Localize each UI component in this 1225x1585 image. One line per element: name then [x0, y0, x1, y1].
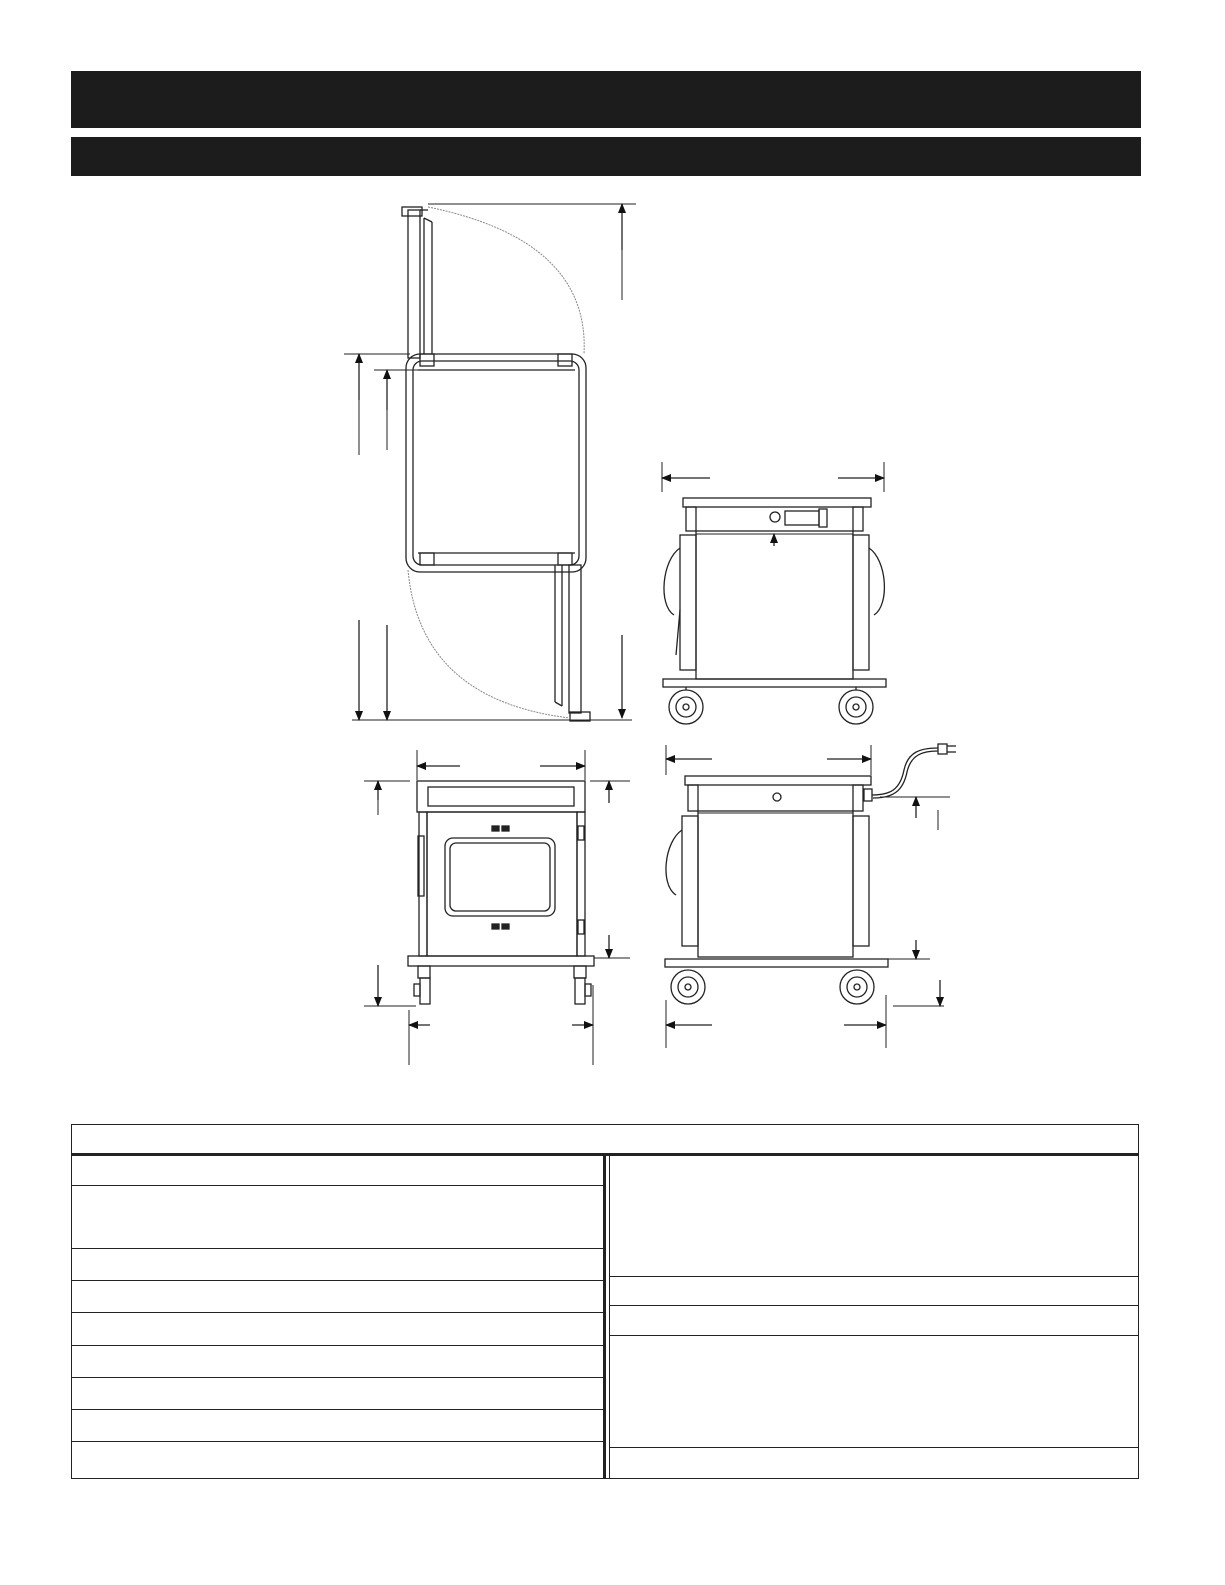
spec-left-row	[72, 1377, 603, 1410]
spec-left-row	[72, 1280, 603, 1313]
rear-view	[665, 744, 956, 1048]
spec-left-row	[72, 1153, 603, 1186]
front-view	[364, 750, 630, 1065]
spec-right-row	[610, 1153, 1138, 1277]
spec-left-row	[72, 1185, 603, 1249]
spec-left-column	[72, 1153, 606, 1478]
top-view	[344, 204, 636, 721]
spec-left-row	[72, 1345, 603, 1378]
side-view	[662, 462, 886, 724]
spec-left-row	[72, 1409, 603, 1442]
spec-left-row	[72, 1312, 603, 1346]
spec-right-row	[610, 1305, 1138, 1336]
spec-table-heading	[72, 1125, 1138, 1156]
spec-right-column	[609, 1153, 1138, 1478]
spec-left-row	[72, 1248, 603, 1281]
spec-right-row	[610, 1447, 1138, 1478]
spec-table	[71, 1124, 1139, 1479]
spec-right-row	[610, 1276, 1138, 1306]
spec-right-row	[610, 1335, 1138, 1448]
spec-left-row	[72, 1441, 603, 1478]
